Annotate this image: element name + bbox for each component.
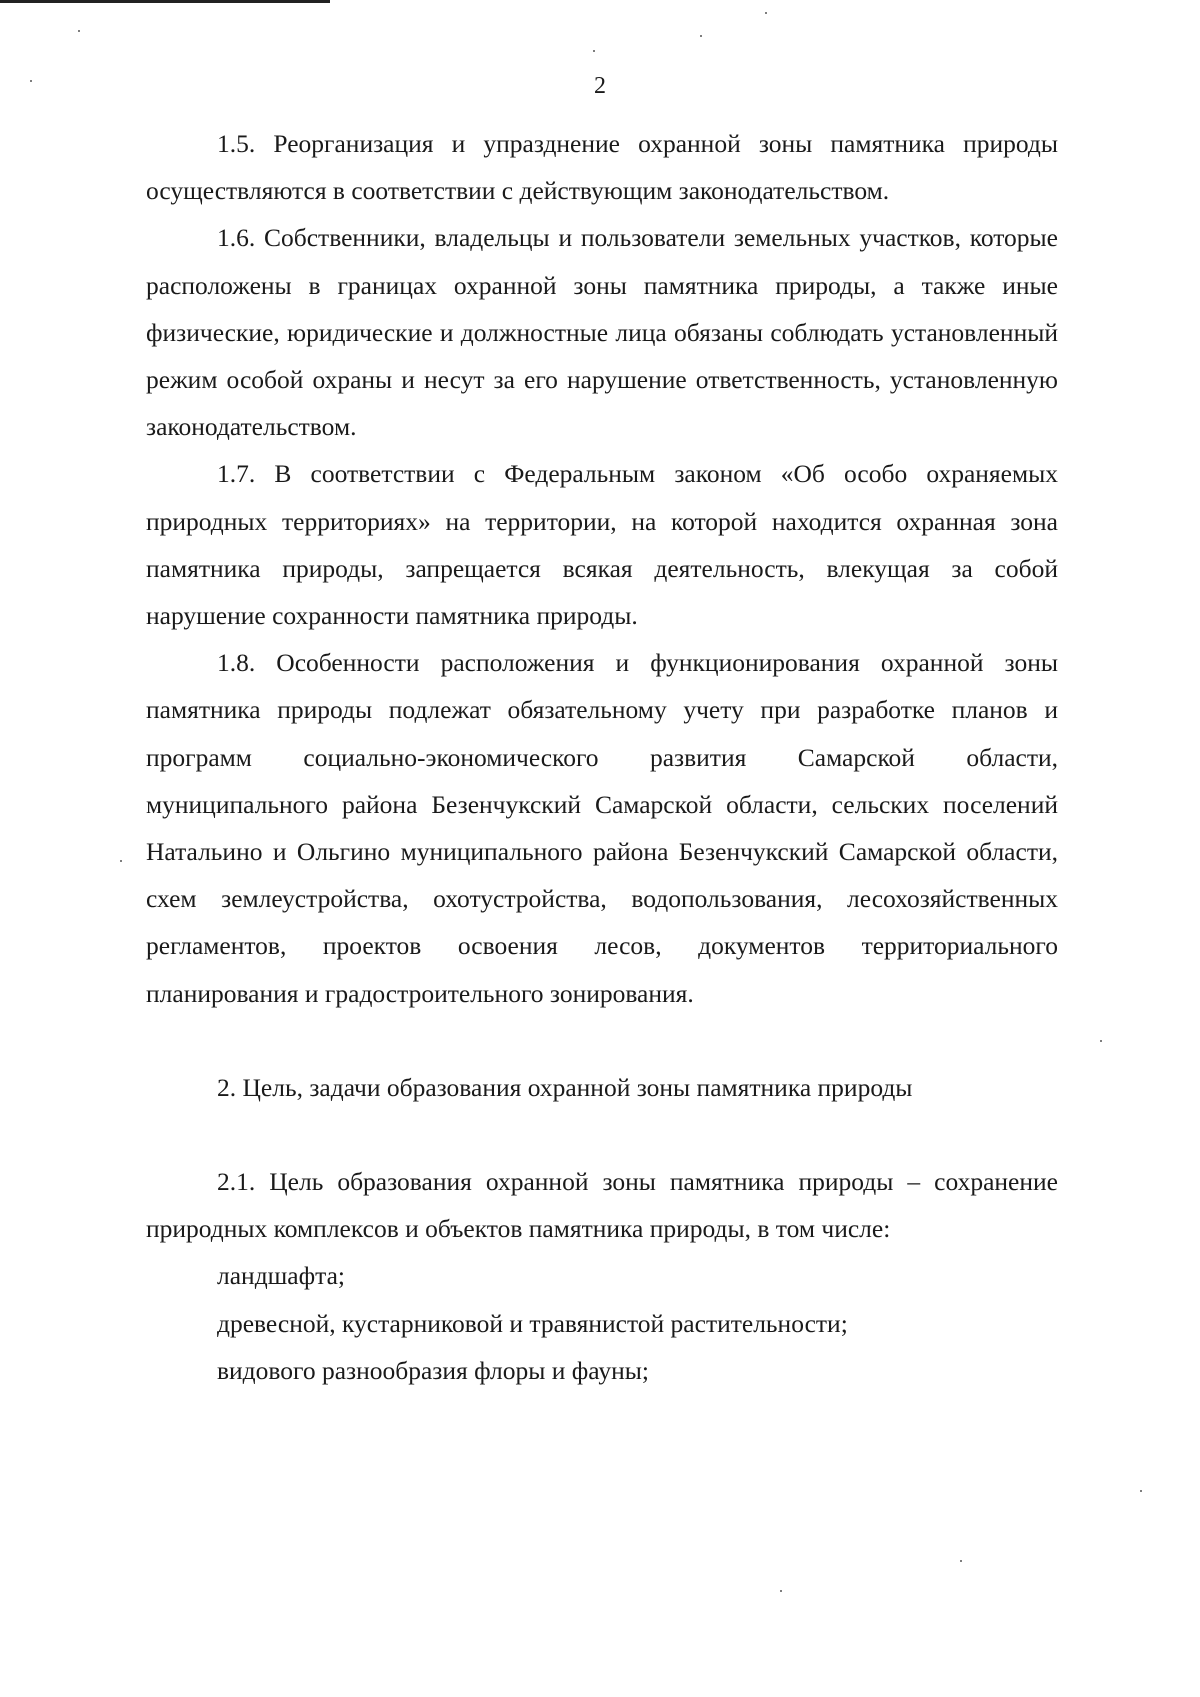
scan-speck <box>78 30 80 32</box>
paragraph-1-7: 1.7. В соответствии с Федеральным законом «Об особо охраняемых природных территориях» на территории, на которой находится охранная зона памятника природы, запрещается всякая деятельность, влекущая за собой нарушение сохранности памятника природы. <box>146 459 1058 631</box>
list-item: древесной, кустарниковой и травянистой растительности; <box>217 1308 848 1338</box>
page-number: 2 <box>594 73 606 99</box>
scan-speck <box>1100 1040 1102 1042</box>
paragraph-1-8: 1.8. Особенности расположения и функционирования охранной зоны памятника природы подлежат обязательному учету при разработке планов и программ социально-экономического развития Самарской области, муниципального района Безенчукский Самарской области, сельских поселений Натальино и Ольгино муниципального района Безенчукский Самарской области, схем землеустройства, охотустройства, водопользования, лесохозяйственных регламентов, проектов освоения лесов, документов территориального планирования и градостроительного зонирования. <box>146 648 1058 1008</box>
scan-speck <box>30 80 32 82</box>
scan-speck <box>765 12 767 14</box>
scan-speck <box>700 35 702 37</box>
scan-speck <box>593 50 595 52</box>
top-edge-rule <box>0 0 330 3</box>
paragraph-1-6: 1.6. Собственники, владельцы и пользователи земельных участков, которые расположены в границах охранной зоны памятника природы, а также иные физические, юридические и должностные лица обязаны соблюдать установленный режим особой охраны и несут за его нарушение ответственность, установленную законодательством. <box>146 223 1058 442</box>
list-item: видового разнообразия флоры и фауны; <box>217 1355 649 1385</box>
scan-speck <box>960 1560 962 1562</box>
scan-speck <box>120 860 122 862</box>
scan-speck <box>1140 1490 1142 1492</box>
scan-speck <box>780 1590 782 1592</box>
paragraph-2-1: 2.1. Цель образования охранной зоны памятника природы – сохранение природных комплексов и объектов памятника природы, в том числе: <box>146 1167 1058 1244</box>
section-2-heading: 2. Цель, задачи образования охранной зоны памятника природы <box>217 1072 913 1102</box>
document-body <box>146 120 1058 1394</box>
paragraph-1-5: 1.5. Реорганизация и упразднение охранной зоны памятника природы осуществляются в соответствии с действующим законодательством. <box>146 129 1058 206</box>
list-item: ландшафта; <box>217 1261 345 1291</box>
